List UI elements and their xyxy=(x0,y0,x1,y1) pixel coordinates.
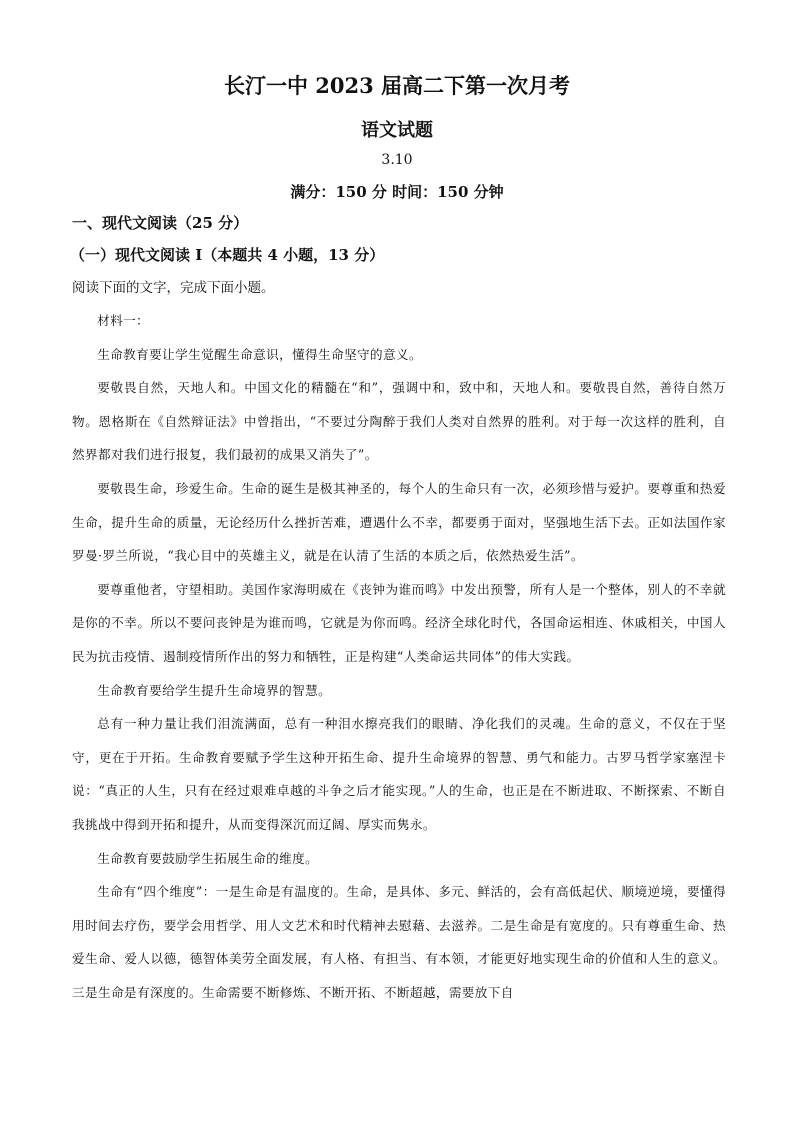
paragraph: 生命教育要让学生觉醒生命意识，懂得生命坚守的意义。 xyxy=(97,346,423,362)
paragraph: 生命有“四个维度”：一是生命是有温度的。生命，是具体、多元、鲜活的，会有高低起伏、顺境逆境，要懂得用时间去疗伤，要学会用哲学、用人文艺术和时代精神去慰藉、去滋养。二是生命是有宽度的。只有尊重生命、热爱生命、爱人以德，德智体美劳全面发展，有人格、有担当、有本领，才能更好地实现生命的价值和人生的意义。三是生命是有深度的。生命需要不断修炼、不断开拓、不断超越，需要放下自 xyxy=(72,884,726,1000)
instruction-text: 阅读下面的文字，完成下面小题。 xyxy=(72,280,275,296)
section-subheading: （一）现代文阅读 I（本题共 4 小题，13 分） xyxy=(70,246,385,264)
paragraph: 要尊重他者，守望相助。美国作家海明威在《丧钟为谁而鸣》中发出预警，所有人是一个整体，别人的不幸就是你的不幸。所以不要问丧钟是为谁而鸣，它就是为你而鸣。经济全球化时代，各国命运相连、休戚相关，中国人民为抗击疫情、遏制疫情所作出的努力和牺牲，正是构建“人类命运共同体”的伟大实践。 xyxy=(72,581,726,664)
paragraph: 要敬畏自然，天地人和。中国文化的精髓在“和”，强调中和，致中和，天地人和。要敬畏自然，善待自然万物。恩格斯在《自然辩证法》中曾指出，“不要过分陶醉于我们人类对自然界的胜利。对于每一次这样的胜利，自然界都对我们进行报复，我们最初的成果又消失了”。 xyxy=(72,380,726,463)
exam-date: 3.10 xyxy=(381,152,413,168)
paragraph: 材料一： xyxy=(97,313,150,328)
section-heading: 一、现代文阅读（25 分） xyxy=(72,214,249,232)
score-time: 满分：150 分 时间：150 分钟 xyxy=(290,183,504,201)
reading-passage xyxy=(72,304,726,1009)
exam-title: 长汀一中 2023 届高二下第一次月考 xyxy=(223,73,571,98)
paragraph: 总有一种力量让我们泪流满面，总有一种泪水擦亮我们的眼睛、净化我们的灵魂。生命的意义，不仅在于坚守，更在于开拓。生命教育要赋予学生这种开拓生命、提升生命境界的智慧、勇气和能力。古罗马哲学家塞涅卡说：“真正的人生，只有在经过艰难卓越的斗争之后才能实现。”人的生命，也正是在不断进取、不断探索、不断自我挑战中得到开拓和提升，从而变得深沉而辽阔、厚实而隽永。 xyxy=(72,716,726,832)
subject-title: 语文试题 xyxy=(361,120,433,141)
paragraph: 要敬畏生命，珍爱生命。生命的诞生是极其神圣的，每个人的生命只有一次，必须珍惜与爱护。要尊重和热爱生命，提升生命的质量，无论经历什么挫折苦难，遭遇什么不幸，都要勇于面对，坚强地生活下去。正如法国作家罗曼·罗兰所说，“我心目中的英雄主义，就是在认清了生活的本质之后，依然热爱生活”。 xyxy=(72,480,726,564)
paragraph: 生命教育要给学生提升生命境界的智慧。 xyxy=(97,682,332,698)
paragraph: 生命教育要鼓励学生拓展生命的维度。 xyxy=(97,850,319,866)
